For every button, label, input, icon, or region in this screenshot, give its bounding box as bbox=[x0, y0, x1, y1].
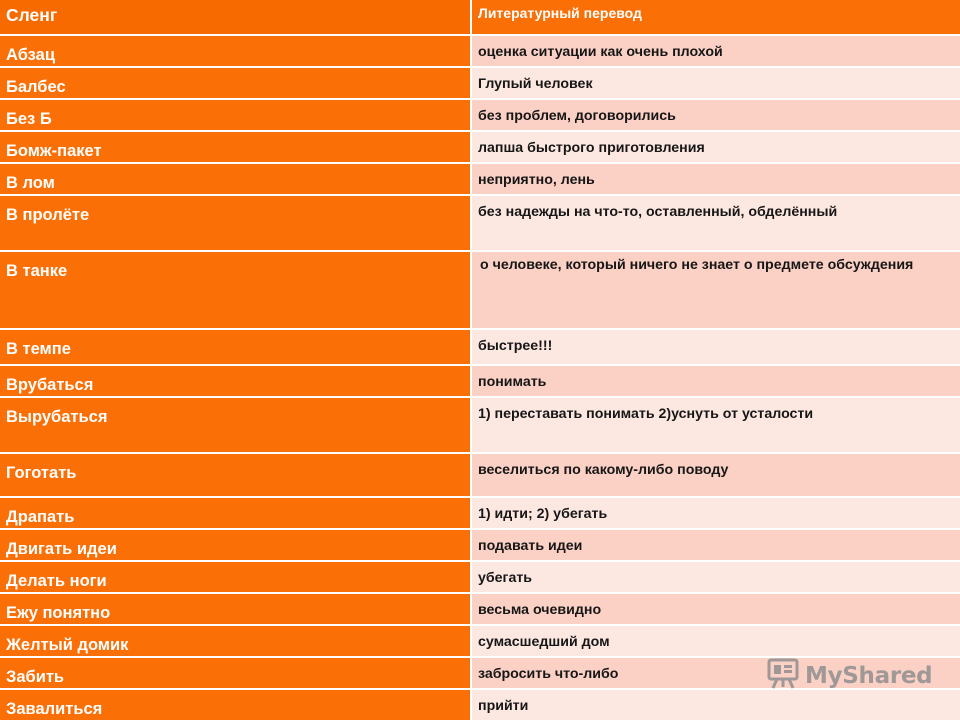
translation-cell: прийти bbox=[472, 690, 960, 722]
table-row bbox=[0, 594, 960, 626]
translation-cell: 1) переставать понимать 2)уснуть от усталости bbox=[472, 398, 960, 454]
table-row bbox=[0, 626, 960, 658]
table-row bbox=[0, 562, 960, 594]
slang-cell: Делать ноги bbox=[0, 562, 472, 594]
translation-cell: веселиться по какому-либо поводу bbox=[472, 454, 960, 498]
slang-cell: Драпать bbox=[0, 498, 472, 530]
table-row bbox=[0, 100, 960, 132]
table-row bbox=[0, 36, 960, 68]
table-row bbox=[0, 366, 960, 398]
slang-cell: Без Б bbox=[0, 100, 472, 132]
header-translation: Литературный перевод bbox=[472, 0, 960, 36]
translation-cell: неприятно, лень bbox=[472, 164, 960, 196]
slang-cell: В лом bbox=[0, 164, 472, 196]
slang-cell: Балбес bbox=[0, 68, 472, 100]
table-row bbox=[0, 398, 960, 454]
table-row bbox=[0, 252, 960, 330]
table-row bbox=[0, 196, 960, 252]
translation-cell: забросить что-либо bbox=[472, 658, 960, 690]
table-row bbox=[0, 68, 960, 100]
table-row bbox=[0, 330, 960, 366]
slang-cell: В танке bbox=[0, 252, 472, 330]
table-row bbox=[0, 658, 960, 690]
slang-cell: В темпе bbox=[0, 330, 472, 366]
table-row bbox=[0, 454, 960, 498]
slang-cell: В пролёте bbox=[0, 196, 472, 252]
translation-cell: убегать bbox=[472, 562, 960, 594]
translation-cell: весьма очевидно bbox=[472, 594, 960, 626]
slang-cell: Ежу понятно bbox=[0, 594, 472, 626]
table-row bbox=[0, 164, 960, 196]
slang-cell: Абзац bbox=[0, 36, 472, 68]
translation-cell: быстрее!!! bbox=[472, 330, 960, 366]
slang-cell: Гоготать bbox=[0, 454, 472, 498]
table-row bbox=[0, 498, 960, 530]
table-row bbox=[0, 530, 960, 562]
header-slang: Сленг bbox=[0, 0, 472, 36]
slang-cell: Забить bbox=[0, 658, 472, 690]
translation-cell: подавать идеи bbox=[472, 530, 960, 562]
slang-cell: Завалиться bbox=[0, 690, 472, 722]
slang-cell: Двигать идеи bbox=[0, 530, 472, 562]
table-row bbox=[0, 690, 960, 722]
table-header-row bbox=[0, 0, 960, 36]
translation-cell: о человеке, который ничего не знает о предмете обсуждения bbox=[472, 252, 960, 330]
translation-cell: лапша быстрого приготовления bbox=[472, 132, 960, 164]
translation-cell: без проблем, договорились bbox=[472, 100, 960, 132]
translation-cell: без надежды на что-то, оставленный, обделённый bbox=[472, 196, 960, 252]
translation-cell: 1) идти; 2) убегать bbox=[472, 498, 960, 530]
table-row bbox=[0, 132, 960, 164]
translation-cell: оценка ситуации как очень плохой bbox=[472, 36, 960, 68]
translation-cell: Глупый человек bbox=[472, 68, 960, 100]
translation-cell: сумасшедший дом bbox=[472, 626, 960, 658]
watermark-text: MyShared bbox=[805, 662, 933, 689]
slang-cell: Желтый домик bbox=[0, 626, 472, 658]
translation-cell: понимать bbox=[472, 366, 960, 398]
slang-cell: Бомж-пакет bbox=[0, 132, 472, 164]
slang-cell: Вырубаться bbox=[0, 398, 472, 454]
slang-cell: Врубаться bbox=[0, 366, 472, 398]
